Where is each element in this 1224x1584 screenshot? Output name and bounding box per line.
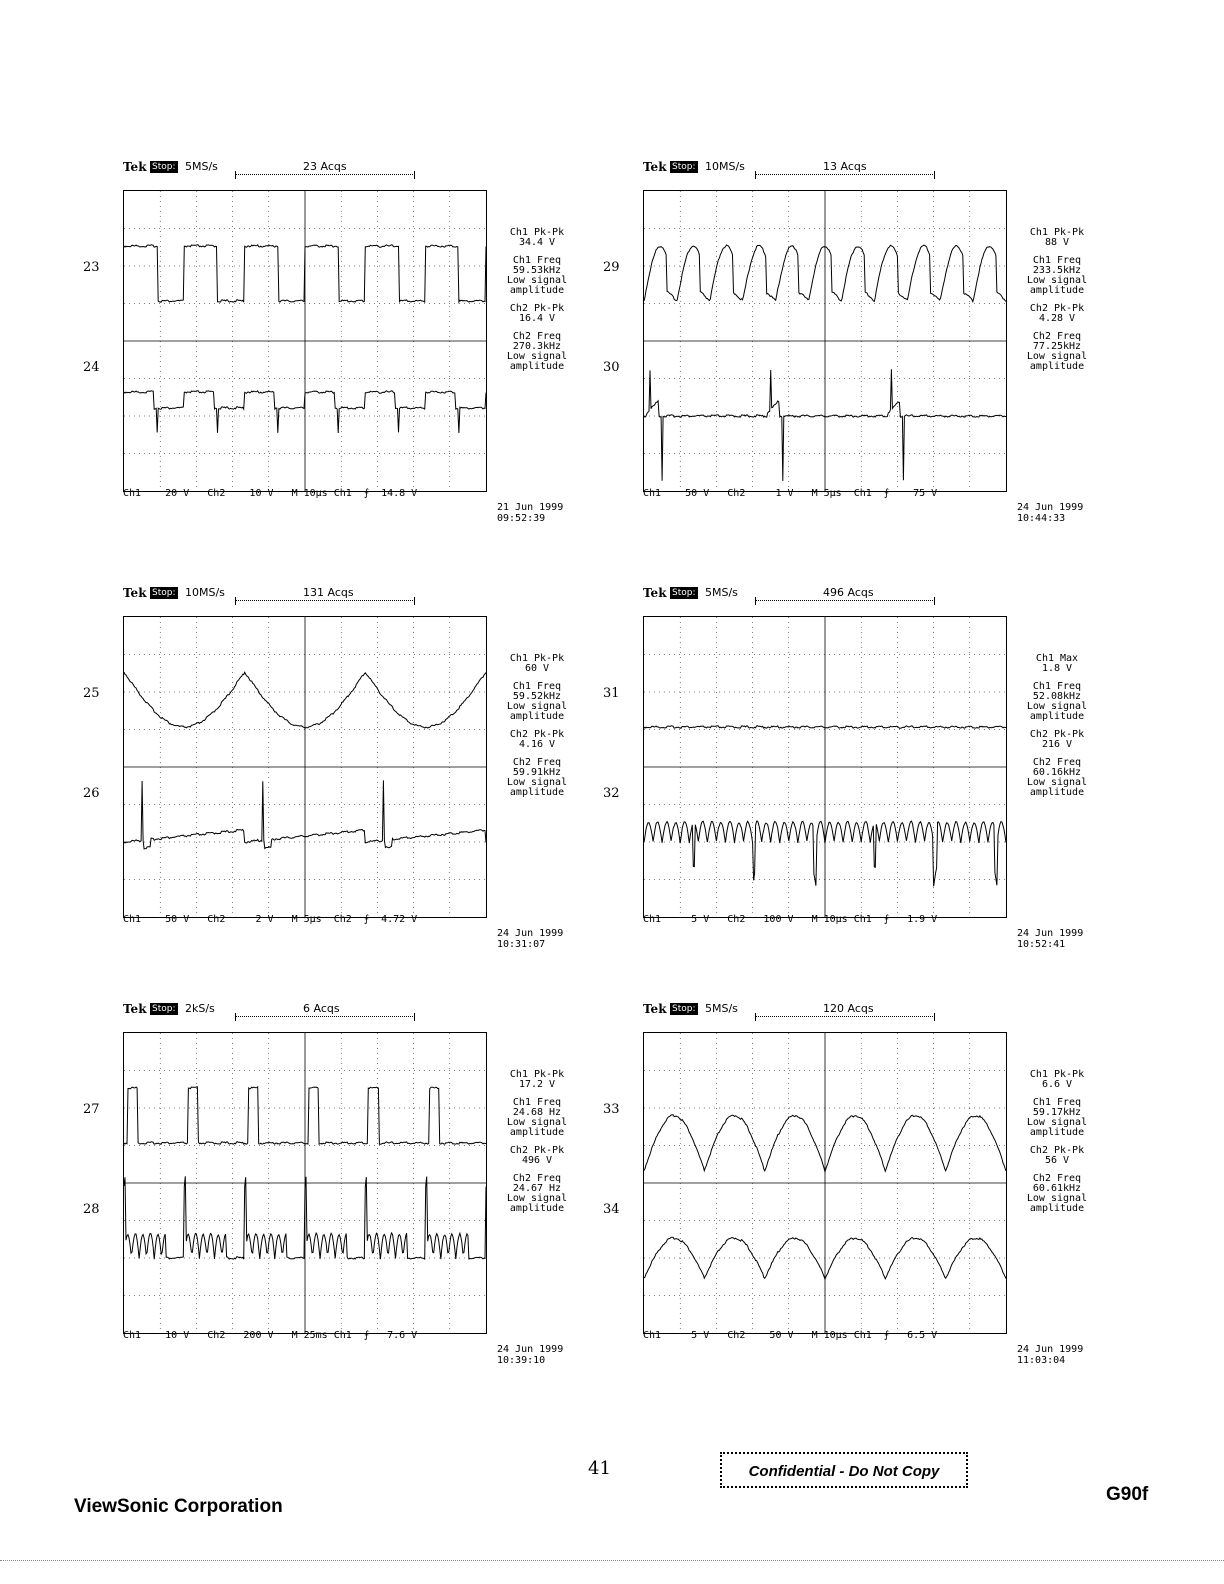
measurement-line: Ch2 Pk-Pk [1029, 1145, 1085, 1156]
measurement-line: 59.53kHz [512, 265, 562, 276]
scope-screen [123, 1032, 487, 1334]
measurement-line: Ch1 Max [1035, 653, 1079, 664]
measurement-line: Ch1 Freq [512, 681, 562, 692]
acquisitions-count: 13 Acqs [823, 160, 867, 173]
measurement-line: 88 V [1044, 237, 1070, 248]
measurement-line: 16.4 V [518, 313, 556, 324]
measurement-line: 59.52kHz [512, 691, 562, 702]
date-line: 24 Jun 1999 [1017, 502, 1084, 513]
measurement-line: 24.68 Hz [512, 1107, 562, 1118]
graticule [644, 617, 1006, 917]
measurement-block [1017, 1070, 1097, 1090]
ref-number-top: 33 [603, 1102, 620, 1117]
scope-header [643, 1002, 1043, 1032]
ref-number-top: 27 [83, 1102, 100, 1117]
measurement-line: 77.25kHz [1032, 341, 1082, 352]
stop-badge: Stop: [152, 162, 176, 172]
measurement-block [497, 654, 577, 674]
scope-screen [643, 190, 1007, 492]
measurement-line: amplitude [1029, 361, 1085, 372]
measurement-line: Ch2 Freq [512, 1173, 562, 1184]
sample-rate: 10MS/s [185, 586, 225, 599]
measurement-line: 60 V [524, 663, 550, 674]
measurement-line: Ch2 Freq [1032, 331, 1082, 342]
trigger-bar [235, 174, 415, 183]
date-line: 24 Jun 1999 [1017, 928, 1084, 939]
measurement-line: 4.16 V [518, 739, 556, 750]
ref-number-bottom: 32 [603, 786, 620, 801]
date-line: 21 Jun 1999 [497, 502, 564, 513]
scope-footer: Ch1 5 V Ch2 100 V M 10µs Ch1 ⨍ 1.9 V [643, 914, 938, 925]
ref-number-bottom: 26 [83, 786, 100, 801]
page-number: 41 [588, 1458, 611, 1479]
measurement-block [1017, 256, 1097, 296]
sample-rate: 2kS/s [185, 1002, 215, 1015]
measurement-line: Ch1 Pk-Pk [509, 227, 565, 238]
measurement-line: amplitude [1029, 787, 1085, 798]
measurement-block [1017, 654, 1097, 674]
scope-footer: Ch1 50 V Ch2 1 V M 5µs Ch1 ⨍ 75 V [643, 488, 938, 499]
measurement-block [497, 1174, 577, 1214]
bottom-rule [0, 1560, 1224, 1562]
graticule [644, 191, 1006, 491]
brand-label: Tek [123, 586, 147, 600]
measurement-line: 24.67 Hz [512, 1183, 562, 1194]
trigger-bar [235, 600, 415, 609]
measurement-line: Ch1 Pk-Pk [1029, 1069, 1085, 1080]
scope-footer: Ch1 50 V Ch2 2 V M 5µs Ch2 ⨍ 4.72 V [123, 914, 418, 925]
measurement-block [497, 730, 577, 750]
measurement-line: Low signal [1026, 1193, 1088, 1204]
brand-label: Tek [643, 1002, 667, 1016]
measurement-line: 59.91kHz [512, 767, 562, 778]
scope-header [643, 160, 1043, 190]
measurement-block [497, 1098, 577, 1138]
measurement-line: amplitude [1029, 1127, 1085, 1138]
measurement-line: Ch1 Freq [1032, 255, 1082, 266]
scope-panel [83, 160, 623, 550]
measurement-line: Ch2 Freq [1032, 1173, 1082, 1184]
measurement-line: Ch1 Pk-Pk [1029, 227, 1085, 238]
sample-rate: 5MS/s [705, 586, 738, 599]
acquisitions-count: 6 Acqs [303, 1002, 340, 1015]
measurement-line: 496 V [521, 1155, 553, 1166]
measurement-line: amplitude [1029, 1203, 1085, 1214]
time-line: 10:44:33 [1017, 513, 1066, 524]
measurement-line: amplitude [509, 1203, 565, 1214]
measurement-line: 59.17kHz [1032, 1107, 1082, 1118]
measurement-line: Ch1 Freq [512, 1097, 562, 1108]
measurement-block [497, 1070, 577, 1090]
date-line: 24 Jun 1999 [1017, 1344, 1084, 1355]
stop-badge: Stop: [152, 588, 176, 598]
measurement-block [1017, 758, 1097, 798]
measurement-line: 4.28 V [1038, 313, 1076, 324]
measurement-line: amplitude [509, 361, 565, 372]
model-name: G90f [1106, 1484, 1149, 1505]
ref-number-bottom: 30 [603, 360, 620, 375]
measurement-block [497, 758, 577, 798]
scope-panel [603, 1002, 1143, 1392]
ref-number-top: 25 [83, 686, 100, 701]
ref-number-top: 29 [603, 260, 620, 275]
timestamp [1017, 928, 1083, 950]
measurement-line: 216 V [1041, 739, 1073, 750]
measurement-line: amplitude [1029, 285, 1085, 296]
measurement-block [497, 1146, 577, 1166]
measurement-line: Low signal [1026, 1117, 1088, 1128]
scope-screen [643, 1032, 1007, 1334]
graticule [124, 1033, 486, 1333]
timestamp [497, 502, 563, 524]
timestamp [1017, 502, 1083, 524]
scope-header [123, 1002, 523, 1032]
measurement-block [497, 332, 577, 372]
time-line: 11:03:04 [1017, 1355, 1066, 1366]
scope-panel [603, 586, 1143, 976]
measurement-line: Ch2 Pk-Pk [1029, 303, 1085, 314]
measurement-line: Low signal [506, 351, 568, 362]
measurements [497, 654, 577, 806]
measurement-line: Ch1 Pk-Pk [509, 1069, 565, 1080]
measurement-line: Ch2 Pk-Pk [1029, 729, 1085, 740]
measurement-line: Ch2 Freq [1032, 757, 1082, 768]
trigger-bar [755, 1016, 935, 1025]
stop-badge: Stop: [152, 1004, 176, 1014]
timestamp [1017, 1344, 1083, 1366]
sample-rate: 5MS/s [705, 1002, 738, 1015]
measurement-line: Ch1 Freq [512, 255, 562, 266]
scope-screen [643, 616, 1007, 918]
measurement-line: amplitude [1029, 711, 1085, 722]
stop-badge: Stop: [672, 1004, 696, 1014]
scope-screen [123, 616, 487, 918]
measurement-block [1017, 730, 1097, 750]
measurement-line: Low signal [506, 777, 568, 788]
time-line: 10:52:41 [1017, 939, 1066, 950]
measurement-line: Ch1 Freq [1032, 681, 1082, 692]
measurement-block [1017, 228, 1097, 248]
stop-badge: Stop: [672, 162, 696, 172]
measurement-line: 60.16kHz [1032, 767, 1082, 778]
scope-panel [83, 1002, 623, 1392]
graticule [124, 191, 486, 491]
graticule [124, 617, 486, 917]
measurement-line: 1.8 V [1041, 663, 1073, 674]
sample-rate: 5MS/s [185, 160, 218, 173]
measurement-line: Low signal [1026, 275, 1088, 286]
measurement-line: Ch2 Freq [512, 757, 562, 768]
timestamp [497, 1344, 563, 1366]
time-line: 09:52:39 [497, 513, 546, 524]
measurement-block [497, 682, 577, 722]
ref-number-bottom: 24 [83, 360, 100, 375]
trigger-bar [755, 600, 935, 609]
confidential-notice: Confidential - Do Not Copy [720, 1452, 968, 1488]
measurement-line: 233.5kHz [1032, 265, 1082, 276]
measurement-line: Low signal [506, 1193, 568, 1204]
measurement-block [497, 228, 577, 248]
trigger-bar [235, 1016, 415, 1025]
measurement-line: amplitude [509, 1127, 565, 1138]
measurement-line: Ch2 Freq [512, 331, 562, 342]
measurement-line: amplitude [509, 711, 565, 722]
measurement-line: 52.08kHz [1032, 691, 1082, 702]
ref-number-bottom: 34 [603, 1202, 620, 1217]
brand-label: Tek [643, 160, 667, 174]
scope-header [643, 586, 1043, 616]
measurement-line: Low signal [506, 275, 568, 286]
date-line: 24 Jun 1999 [497, 928, 564, 939]
measurement-line: 60.61kHz [1032, 1183, 1082, 1194]
measurement-line: Ch2 Pk-Pk [509, 1145, 565, 1156]
measurement-block [1017, 682, 1097, 722]
measurements [497, 1070, 577, 1222]
brand-label: Tek [643, 586, 667, 600]
measurement-block [1017, 1174, 1097, 1214]
sample-rate: 10MS/s [705, 160, 745, 173]
acquisitions-count: 23 Acqs [303, 160, 347, 173]
measurement-line: 56 V [1044, 1155, 1070, 1166]
scope-panel [83, 586, 623, 976]
measurement-block [1017, 332, 1097, 372]
date-line: 24 Jun 1999 [497, 1344, 564, 1355]
measurements [1017, 654, 1097, 806]
acquisitions-count: 120 Acqs [823, 1002, 874, 1015]
measurement-line: Ch1 Freq [1032, 1097, 1082, 1108]
measurement-line: Low signal [506, 701, 568, 712]
measurements [1017, 228, 1097, 380]
measurement-line: Low signal [1026, 701, 1088, 712]
measurement-line: amplitude [509, 787, 565, 798]
measurement-block [497, 256, 577, 296]
measurement-block [497, 304, 577, 324]
acquisitions-count: 131 Acqs [303, 586, 354, 599]
measurement-line: Low signal [1026, 777, 1088, 788]
stop-badge: Stop: [672, 588, 696, 598]
time-line: 10:39:10 [497, 1355, 546, 1366]
measurements [497, 228, 577, 380]
acquisitions-count: 496 Acqs [823, 586, 874, 599]
measurement-line: 6.6 V [1041, 1079, 1073, 1090]
scope-footer: Ch1 5 V Ch2 50 V M 10µs Ch1 ⨍ 6.5 V [643, 1330, 938, 1341]
ref-number-top: 23 [83, 260, 100, 275]
measurement-line: Low signal [1026, 351, 1088, 362]
scope-footer: Ch1 20 V Ch2 10 V M 10µs Ch1 ⨍ 14.8 V [123, 488, 418, 499]
ref-number-top: 31 [603, 686, 620, 701]
measurement-block [1017, 1098, 1097, 1138]
scope-footer: Ch1 10 V Ch2 200 V M 25ms Ch1 ⨍ 7.6 V [123, 1330, 418, 1341]
scope-header [123, 586, 523, 616]
measurement-line: 34.4 V [518, 237, 556, 248]
measurement-line: Ch2 Pk-Pk [509, 303, 565, 314]
measurement-line: Low signal [506, 1117, 568, 1128]
measurement-block [1017, 304, 1097, 324]
measurement-line: 17.2 V [518, 1079, 556, 1090]
scope-panel [603, 160, 1143, 550]
ref-number-bottom: 28 [83, 1202, 100, 1217]
company-name: ViewSonic Corporation [74, 1496, 283, 1517]
measurement-line: Ch1 Pk-Pk [509, 653, 565, 664]
time-line: 10:31:07 [497, 939, 546, 950]
scope-screen [123, 190, 487, 492]
measurements [1017, 1070, 1097, 1222]
measurement-line: 270.3kHz [512, 341, 562, 352]
measurement-line: amplitude [509, 285, 565, 296]
measurement-block [1017, 1146, 1097, 1166]
trigger-bar [755, 174, 935, 183]
brand-label: Tek [123, 1002, 147, 1016]
brand-label: Tek [123, 160, 147, 174]
scope-header [123, 160, 523, 190]
measurement-line: Ch2 Pk-Pk [509, 729, 565, 740]
graticule [644, 1033, 1006, 1333]
timestamp [497, 928, 563, 950]
